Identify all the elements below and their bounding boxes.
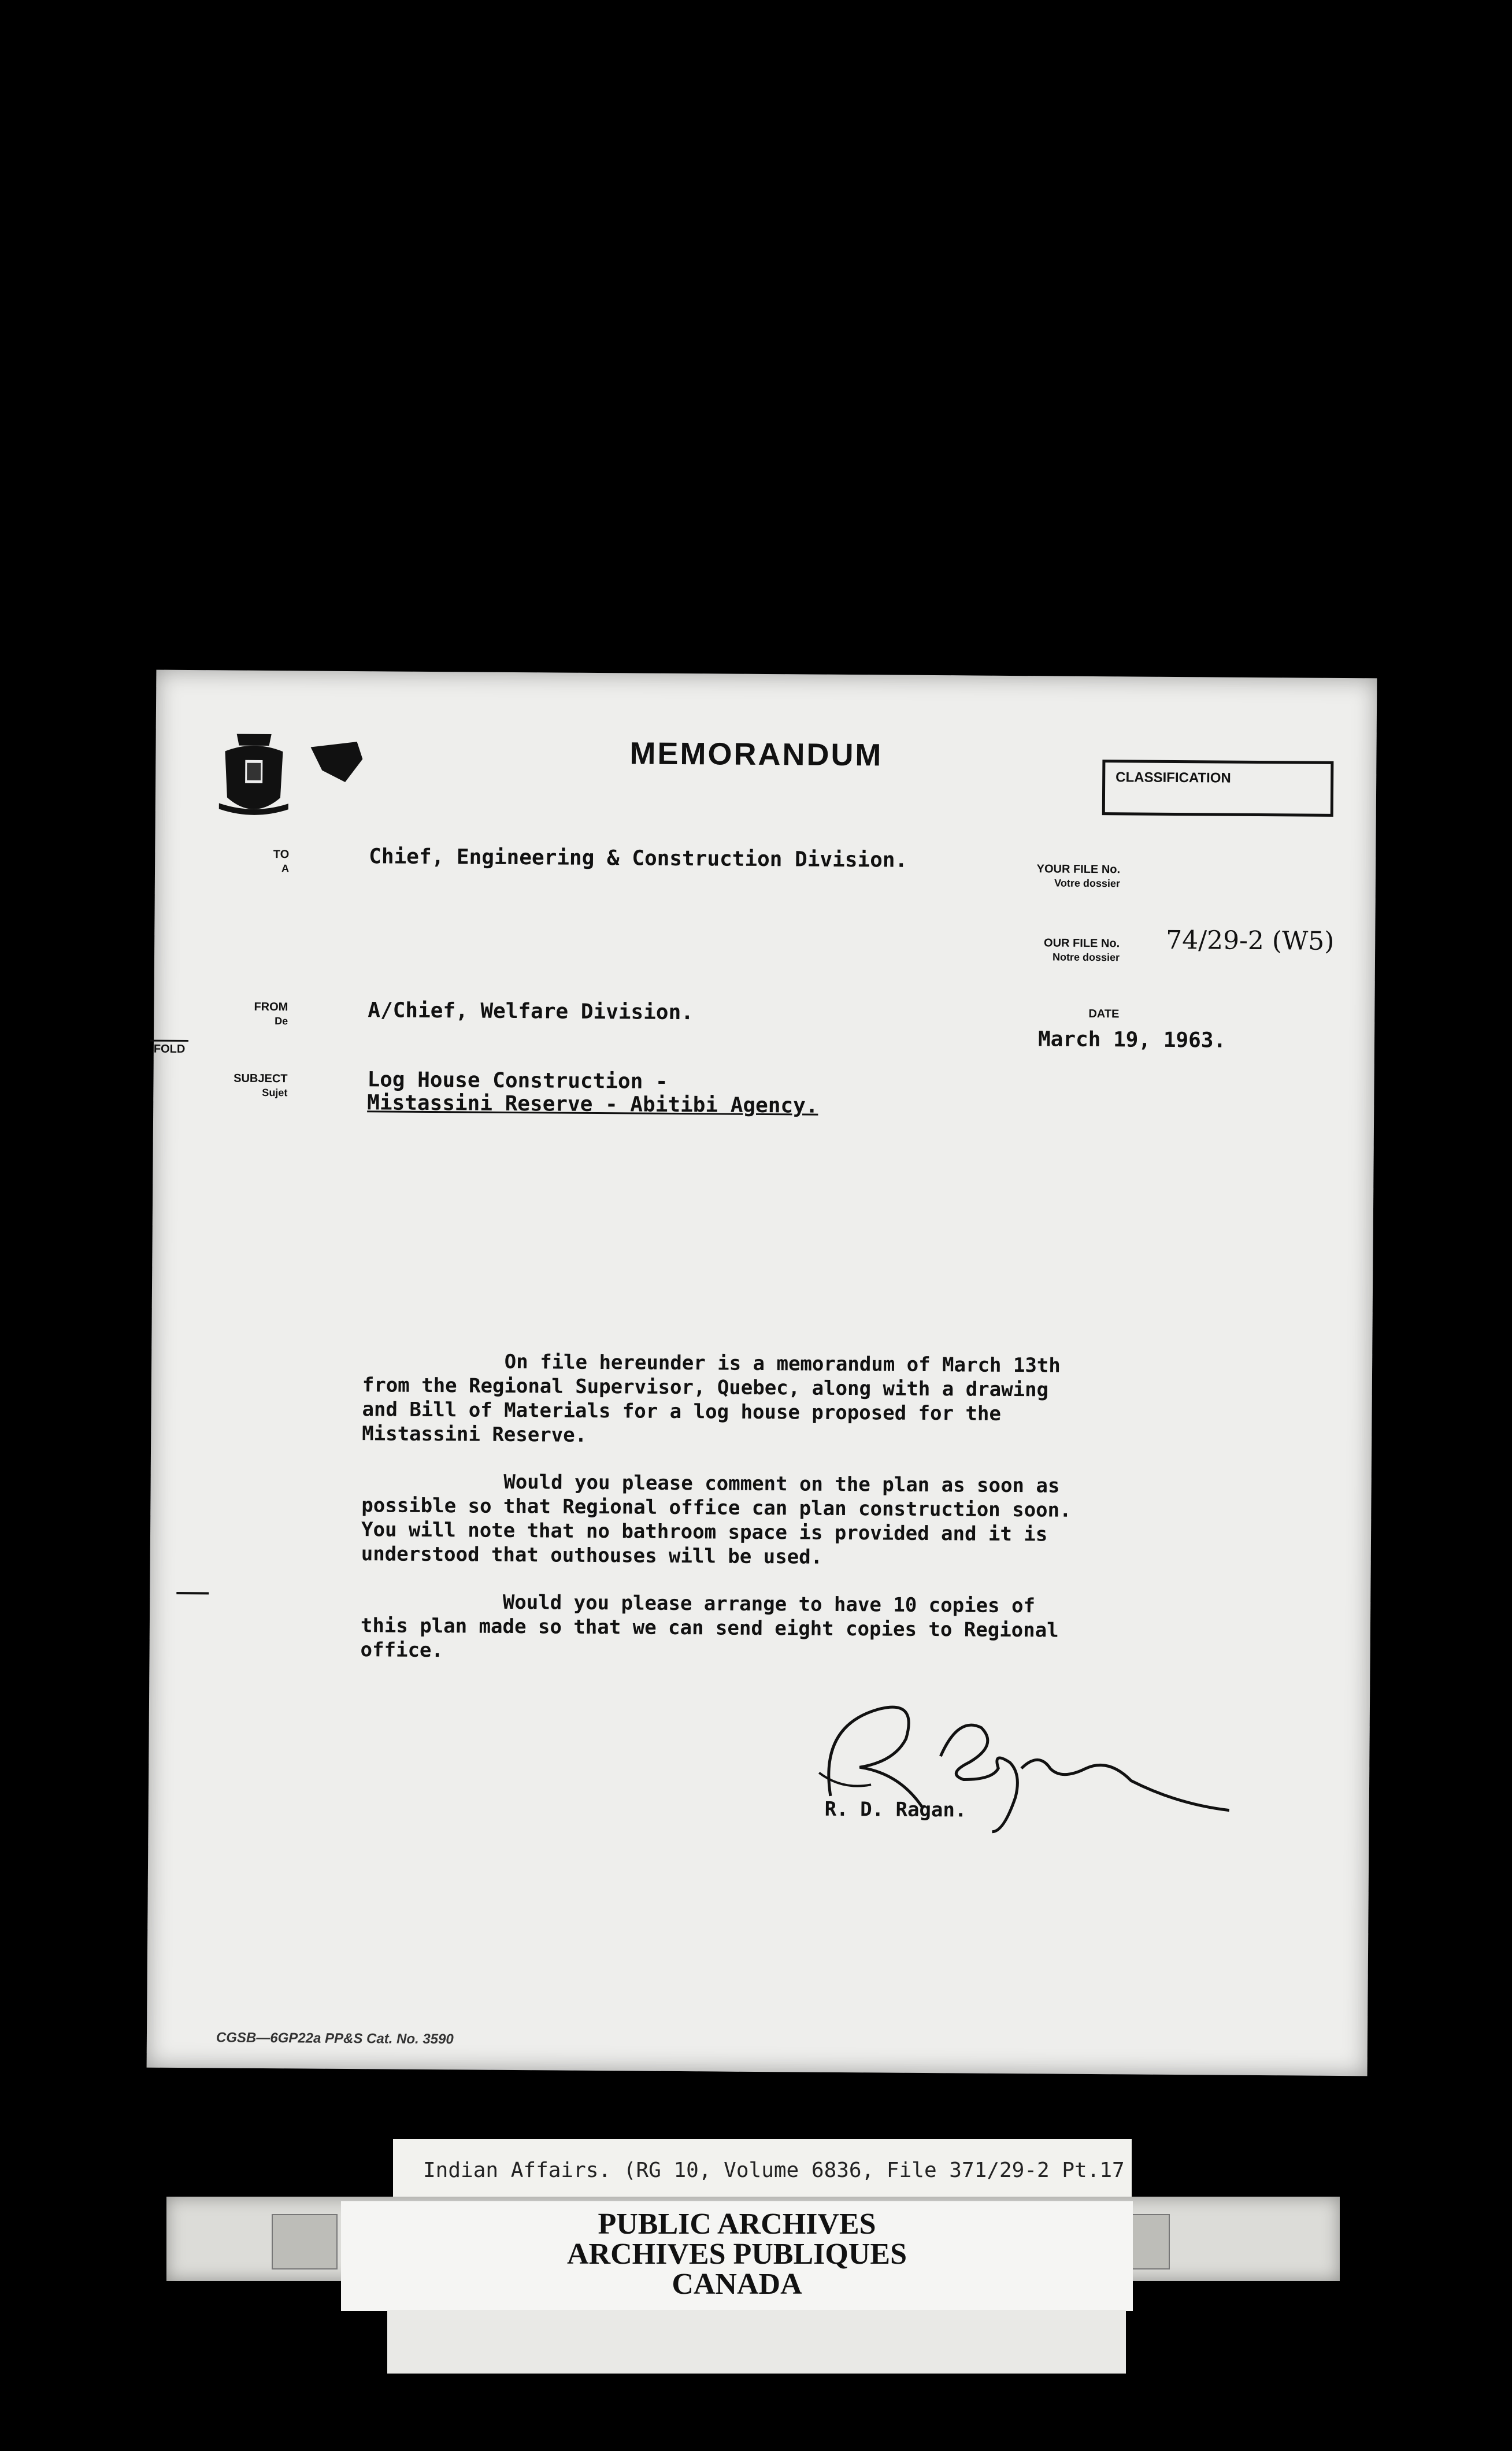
memo-title: MEMORANDUM — [629, 736, 883, 773]
archive-line-1: PUBLIC ARCHIVES — [598, 2208, 876, 2241]
classification-label: CLASSIFICATION — [1116, 769, 1231, 786]
binder-clip-left — [272, 2214, 338, 2269]
handwritten-signature — [807, 1692, 1236, 1845]
memo-page — [147, 670, 1377, 2076]
ink-blot — [310, 742, 362, 783]
date-label: DATE — [1088, 1007, 1120, 1021]
margin-mark — [176, 1592, 209, 1594]
archive-line-3: CANADA — [672, 2268, 802, 2301]
from-label: FROM De — [254, 1000, 288, 1027]
body-paragraph: Would you please comment on the plan as soon as possible so that Regional office can plan construction soon. You will note that no bathroom space is provided and it is understood that outhouses will be used. — [361, 1469, 1072, 1569]
our-file-number: 74/29-2 (W5) — [1166, 925, 1335, 956]
signer-name: R. D. Ragan. — [824, 1797, 967, 1822]
classification-box — [1102, 760, 1334, 817]
archive-line-2: ARCHIVES PUBLIQUES — [566, 2238, 907, 2271]
body-paragraph: Would you please arrange to have 10 copies of this plan made so that we can send eight copies to Regional office. — [360, 1590, 1059, 1663]
date-value: March 19, 1963. — [1037, 1027, 1226, 1053]
archive-reference: Indian Affairs. (RG 10, Volume 6836, File 371/29-2 Pt.17 — [423, 2158, 1125, 2182]
form-number: CGSB—6GP22a PP&S Cat. No. 3590 — [216, 2030, 454, 2048]
memo-body — [360, 1349, 1241, 1691]
from-value: A/Chief, Welfare Division. — [368, 998, 694, 1025]
subject-line-2: Mistassini Reserve - Abitibi Agency. — [367, 1091, 818, 1118]
archive-stamp — [341, 2201, 1133, 2311]
coat-of-arms-icon — [213, 728, 295, 821]
subject-line-1: Log House Construction - — [367, 1068, 668, 1094]
to-value: Chief, Engineering & Construction Division. — [369, 845, 908, 872]
to-label: TO A — [273, 848, 290, 875]
your-file-label: YOUR FILE No. Votre dossier — [1036, 862, 1121, 890]
lower-paper-strip — [387, 2310, 1126, 2374]
fold-mark: FOLD — [150, 1040, 189, 1057]
body-paragraph: On file hereunder is a memorandum of March 13th from the Regional Supervisor, Quebec, along with a drawing and Bill of Materials for a log house proposed for the Mistassini Reserve. — [362, 1349, 1061, 1447]
archive-reference-strip — [393, 2139, 1132, 2204]
our-file-label: OUR FILE No. Notre dossier — [1044, 936, 1120, 964]
subject-label: SUBJECT Sujet — [234, 1072, 288, 1099]
